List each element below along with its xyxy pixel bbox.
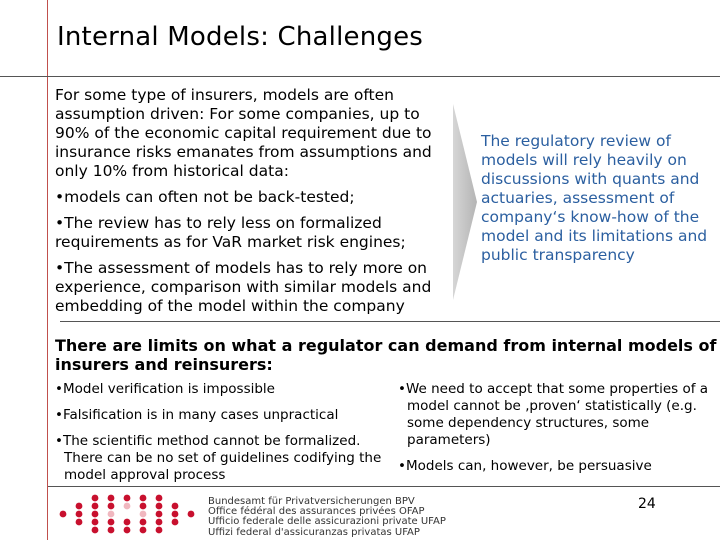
left-bullet-2: •The review has to rely less on formalized requirements as for VaR market risk engines; (55, 214, 406, 251)
org-line-fr: Office fédéral des assurances privées OFAP (208, 506, 425, 518)
limits-heading: There are limits on what a regulator can demand from internal models of insurers and reinsurers: (55, 336, 717, 374)
bottom-right-item-1: •We need to accept that some properties of a model cannot be ‚proven‘ statistically (e.g. some dependency structures, some parameters) (398, 381, 709, 448)
left-bullet-3: •The assessment of models has to rely more on experience, comparison with similar models and embedding of the model within the company (55, 259, 432, 315)
bottom-left-item-1: •Model verification is impossible (55, 381, 275, 397)
bpv-logo-icon (55, 493, 205, 535)
regulatory-review-text: The regulatory review of models will rely heavily on discussions with quants and actuaries, assessment of company‘s know-how of the model and its limitations and public transparency (481, 132, 708, 264)
org-line-it: Ufficio federale delle assicurazioni private UFAP (208, 516, 446, 528)
page-number: 24 (638, 496, 656, 512)
page-title: Internal Models: Challenges (57, 22, 424, 52)
organization-names (208, 497, 446, 538)
org-line-de: Bundesamt für Privatversicherungen BPV (208, 496, 415, 507)
left-text-block (55, 86, 450, 323)
bottom-left-list (55, 381, 385, 493)
title-divider (0, 76, 720, 77)
bottom-left-item-2: •Falsification is in many cases unpractical (55, 407, 339, 423)
left-bullet-1: •models can often not be back-tested; (55, 188, 355, 206)
chevron-arrow-icon (453, 104, 479, 300)
accent-vertical-line (47, 0, 48, 540)
bottom-left-item-3: •The scientific method cannot be formalized. There can be no set of guidelines codifying the model approval process (55, 433, 382, 483)
intro-paragraph: For some type of insurers, models are often assumption driven: For some companies, up to 90% of the economic capital requirement due to insurance risks emanates from assumptions and only 10% from historical data: (55, 86, 432, 180)
bottom-right-item-2: •Models can, however, be persuasive (398, 458, 652, 474)
org-line-rm: Uffizi federal d'assicuranzas privatas UFAP (208, 526, 420, 538)
bottom-right-list (398, 381, 720, 484)
